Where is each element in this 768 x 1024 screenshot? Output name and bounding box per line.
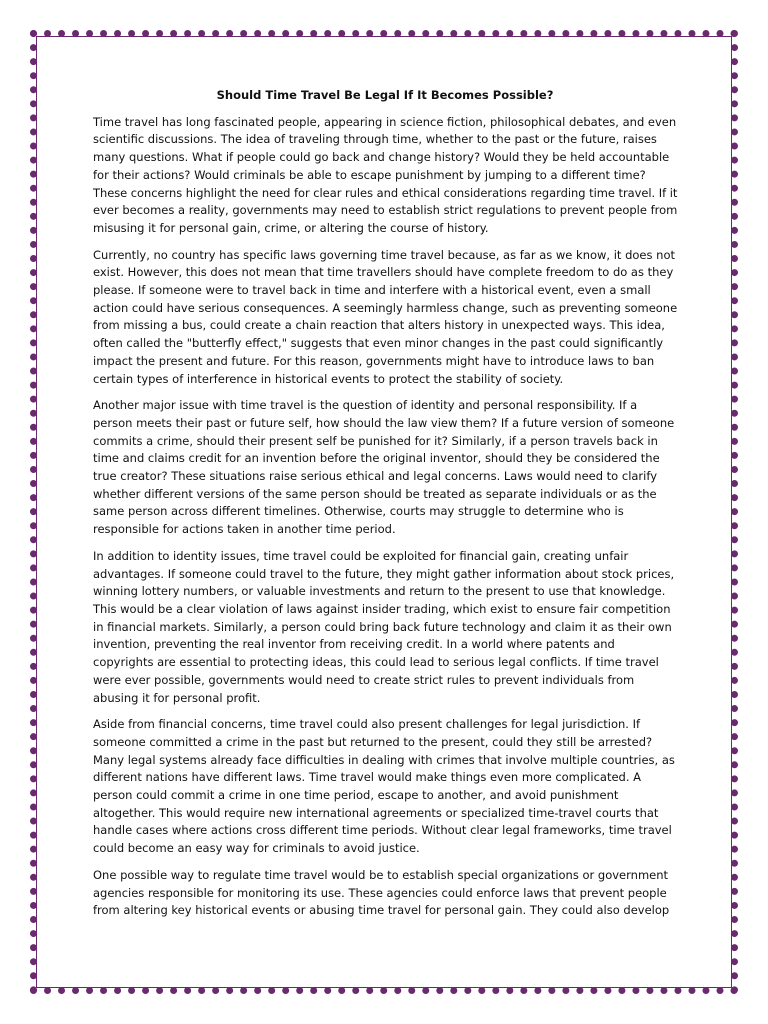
text-line: person could commit a crime in one time period, escape to another, and avoid punishment: [93, 788, 619, 803]
text-line: Another major issue with time travel is the question of identity and personal responsibility. If a: [93, 398, 638, 413]
text-line: scientific discussions. The idea of traveling through time, whether to the past or the future, raises: [93, 132, 657, 147]
text-line: responsible for actions taken in another time period.: [93, 522, 396, 537]
text-line: copyrights are essential to protecting ideas, this could lead to serious legal conflicts. If time travel: [93, 655, 659, 670]
text-line: exist. However, this does not mean that time travellers should have complete freedom to do as they: [93, 265, 674, 280]
text-line: agencies responsible for monitoring its use. These agencies could enforce laws that prevent people: [93, 885, 667, 900]
text-line: advantages. If someone could travel to the future, they might gather information about stock prices,: [93, 566, 675, 581]
paragraph: [93, 716, 677, 858]
paragraph: [93, 867, 677, 920]
text-line: person meets their past or future self, how should the law view them? If a future version of someone: [93, 415, 675, 430]
text-line: from altering key historical events or abusing time travel for personal gain. They could also develop: [93, 903, 670, 918]
text-line: One possible way to regulate time travel would be to establish special organizations or government: [93, 867, 669, 882]
text-line: could become an easy way for criminals to avoid justice.: [93, 841, 420, 856]
text-line: winning lottery numbers, or valuable investments and return to the present to use that knowledge.: [93, 584, 666, 599]
text-line: Aside from financial concerns, time travel could also present challenges for legal jurisdiction. If: [93, 717, 641, 732]
text-line: for their actions? Would criminals be able to escape punishment by jumping to a different time?: [93, 167, 646, 182]
text-line: Many legal systems already face difficulties in dealing with crimes that involve multiple countries, as: [93, 752, 675, 767]
text-line: Time travel has long fascinated people, appearing in science fiction, philosophical debates, and even: [93, 114, 677, 129]
text-line: please. If someone were to travel back in time and interfere with a historical event, even a small: [93, 283, 651, 298]
text-line: many questions. What if people could go back and change history? Would they be held accountable: [93, 150, 670, 165]
text-line: someone committed a crime in the past but returned to the present, could they still be arrested?: [93, 734, 653, 749]
text-line: These concerns highlight the need for clear rules and ethical considerations regarding time travel. If it: [93, 185, 678, 200]
text-line: impact the present and future. For this reason, governments might have to introduce laws to ban: [93, 353, 655, 368]
text-line: abusing it for personal profit.: [93, 690, 261, 705]
text-line: time and claims credit for an invention before the original inventor, should they be considered the: [93, 451, 660, 466]
text-line: This would be a clear violation of laws against insider trading, which exist to ensure fair competition: [93, 601, 671, 616]
text-line: Currently, no country has specific laws governing time travel because, as far as we know, it does not: [93, 247, 675, 262]
paragraph: [93, 397, 677, 539]
paragraph: [93, 247, 677, 389]
text-line: certain types of interference in historical events to protect the stability of society.: [93, 371, 564, 386]
paragraph: [93, 114, 677, 238]
paragraph-container: [93, 114, 677, 920]
text-line: handle cases where actions cross different time periods. Without clear legal frameworks, time travel: [93, 823, 672, 838]
document-title: Should Time Travel Be Legal If It Becomes Possible?: [216, 88, 554, 102]
text-line: action could have serious consequences. A seemingly harmless change, such as preventing someone: [93, 300, 678, 315]
text-line: same person across different timelines. Otherwise, courts may struggle to determine who is: [93, 504, 624, 519]
text-line: from missing a bus, could create a chain reaction that alters history in unexpected ways. This idea,: [93, 318, 665, 333]
text-line: whether different versions of the same person should be treated as separate individuals or as the: [93, 486, 657, 501]
text-line: ever becomes a reality, governments may need to establish strict regulations to prevent people from: [93, 203, 678, 218]
text-line: In addition to identity issues, time travel could be exploited for financial gain, creating unfair: [93, 548, 629, 563]
document-body: [93, 87, 677, 929]
text-line: often called the "butterfly effect," suggests that even minor changes in the past could significantly: [93, 336, 664, 351]
text-line: commits a crime, should their present self be punished for it? Similarly, if a person travels back in: [93, 433, 658, 448]
text-line: invention, preventing the real inventor from receiving credit. In a world where patents and: [93, 637, 615, 652]
text-line: were ever possible, governments would need to create strict rules to prevent individuals from: [93, 672, 635, 687]
text-line: in financial markets. Similarly, a person could bring back future technology and claim it as their own: [93, 619, 672, 634]
text-line: misusing it for personal gain, crime, or altering the course of history.: [93, 220, 489, 235]
paragraph: [93, 548, 677, 707]
text-line: different nations have different laws. Time travel would make things even more complicated. A: [93, 770, 642, 785]
text-line: altogether. This would require new international agreements or specialized time-travel courts that: [93, 805, 659, 820]
text-line: true creator? These situations raise serious ethical and legal concerns. Laws would need to clarify: [93, 469, 658, 484]
